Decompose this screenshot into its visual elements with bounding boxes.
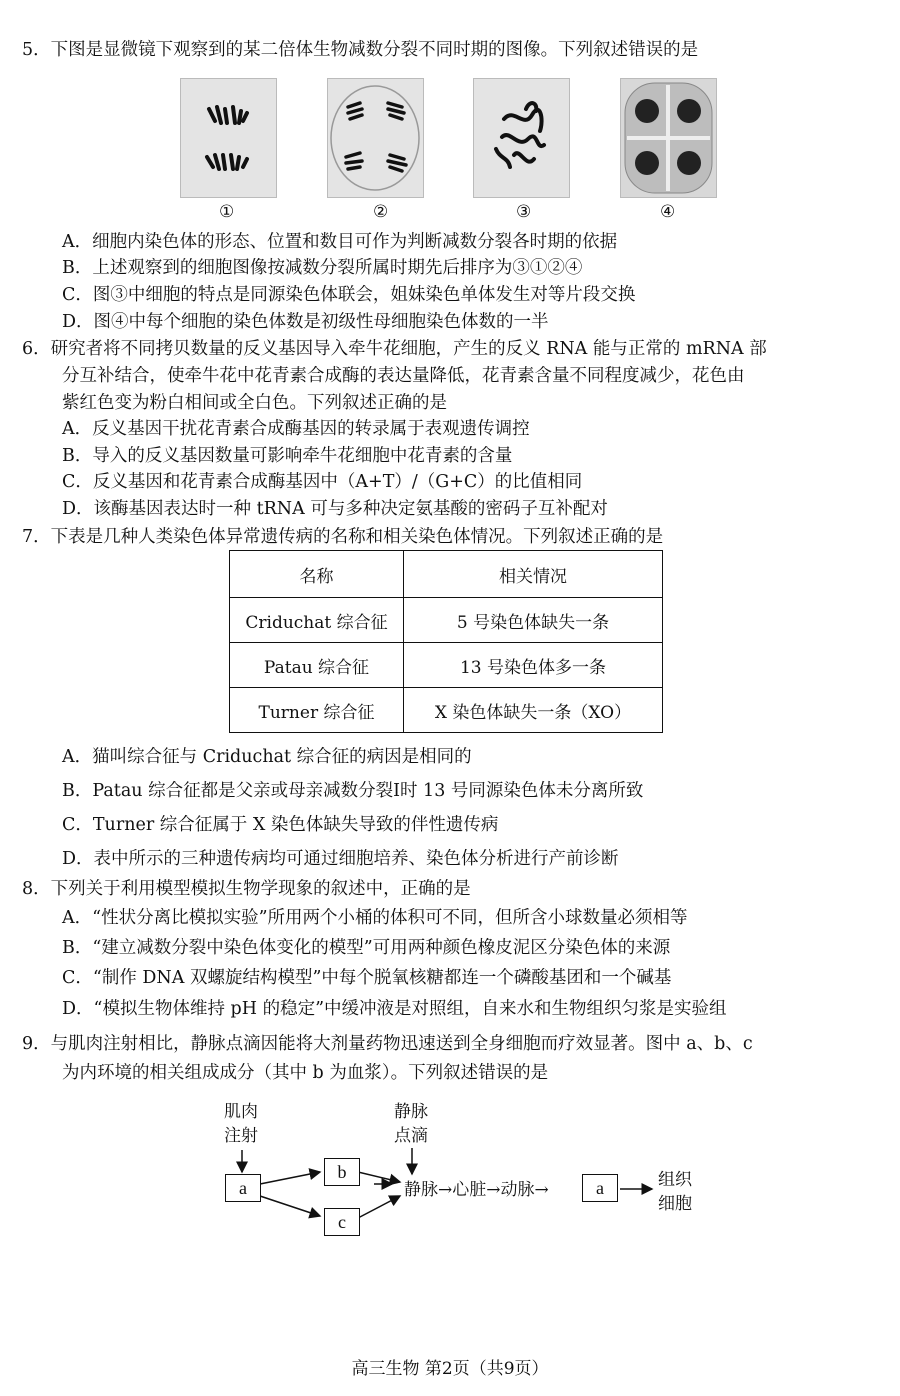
q6-stem-line-3: 紫红色变为粉白相间或全白色。下列叙述正确的是: [62, 393, 447, 413]
box-b: b: [324, 1158, 360, 1186]
micrograph-4: [620, 78, 717, 198]
drip-label-line-1: 静脉: [394, 1102, 428, 1122]
q8-option-a: A．“性状分离比模拟实验”所用两个小桶的体积可不同，但所含小球数量必须相等: [62, 908, 688, 928]
tissue-label-line-2: 细胞: [658, 1194, 692, 1214]
table-cell: X 染色体缺失一条（XO）: [404, 688, 663, 733]
table-header-condition: 相关情况: [404, 551, 663, 598]
image-label-2: ②: [373, 202, 389, 222]
table-header-name: 名称: [230, 551, 404, 598]
q8-option-c: C．“制作 DNA 双螺旋结构模型”中每个脱氧核糖都连一个磷酸基团和一个碱基: [62, 968, 672, 988]
box-a-tissue: a: [582, 1174, 618, 1202]
q8-stem: 8．下列关于利用模型模拟生物学现象的叙述中，正确的是: [22, 879, 471, 899]
q6-option-c: C．反义基因和花青素合成酶基因中（A+T）/（G+C）的比值相同: [62, 472, 583, 492]
circulation-flow-text: 静脉→心脏→动脉→: [404, 1180, 549, 1200]
table-row: [230, 643, 663, 688]
q9-diagram: [210, 1098, 900, 1248]
q6-option-d: D．该酶基因表达时一种 tRNA 可与多种决定氨基酸的密码子互补配对: [62, 499, 608, 519]
micrograph-2: [327, 78, 424, 198]
table-cell: 13 号染色体多一条: [404, 643, 663, 688]
q6-stem-line-1: 6．研究者将不同拷贝数量的反义基因导入牵牛花细胞，产生的反义 RNA 能与正常的 mRNA 部: [22, 339, 767, 359]
q7-option-a: A．猫叫综合征与 Criduchat 综合征的病因是相同的: [62, 747, 472, 767]
arrow-c-to-vein: [358, 1196, 400, 1218]
box-a: a: [225, 1174, 261, 1202]
image-label-1: ①: [219, 202, 235, 222]
syndrome-table: [229, 550, 663, 733]
q7-option-c: C．Turner 综合征属于 X 染色体缺失导致的伴性遗传病: [62, 815, 499, 835]
page-footer: 高三生物 第2页（共9页）: [351, 1359, 549, 1379]
q6-stem-line-2: 分互补结合，使牵牛花中花青素合成酶的表达量降低，花青素含量不同程度减少，花色由: [62, 366, 745, 386]
tissue-label-line-1: 组织: [658, 1170, 692, 1190]
table-cell: Turner 综合征: [230, 688, 404, 733]
q8-option-d: D．“模拟生物体维持 pH 的稳定”中缓冲液是对照组，自来水和生物组织匀浆是实验组: [62, 999, 727, 1019]
q9-stem-line-2: 为内环境的相关组成成分（其中 b 为血浆）。下列叙述错误的是: [62, 1063, 549, 1083]
q7-option-b: B．Patau 综合征都是父亲或母亲减数分裂Ⅰ时 13 号同源染色体未分离所致: [62, 781, 644, 801]
arrow-a-to-b: [260, 1172, 320, 1184]
table-row: [230, 688, 663, 733]
q5-option-b: B．上述观察到的细胞图像按减数分裂所属时期先后排序为③①②④: [62, 258, 583, 278]
arrow-a-to-c: [260, 1196, 320, 1216]
q5-option-d: D．图④中每个细胞的染色体数是初级性母细胞染色体数的一半: [62, 312, 549, 332]
table-cell: Patau 综合征: [230, 643, 404, 688]
arrow-b-to-vein: [358, 1172, 400, 1182]
q7-option-d: D．表中所示的三种遗传病均可通过细胞培养、染色体分析进行产前诊断: [62, 849, 619, 869]
table-cell: Criduchat 综合征: [230, 598, 404, 643]
q6-option-b: B．导入的反义基因数量可影响牵牛花细胞中花青素的含量: [62, 446, 513, 466]
drip-label-line-2: 点滴: [394, 1126, 428, 1146]
image-label-4: ④: [660, 202, 676, 222]
q5-micrograph-strip: [180, 78, 620, 200]
q8-option-b: B．“建立减数分裂中染色体变化的模型”可用两种颜色橡皮泥区分染色体的来源: [62, 938, 671, 958]
table-row: [230, 598, 663, 643]
q9-stem-line-1: 9．与肌肉注射相比，静脉点滴因能将大剂量药物迅速送到全身细胞而疗效显著。图中 a、b、c: [22, 1034, 753, 1054]
q5-option-a: A．细胞内染色体的形态、位置和数目可作为判断减数分裂各时期的依据: [62, 232, 618, 252]
q6-option-a: A．反义基因干扰花青素合成酶基因的转录属于表观遗传调控: [62, 419, 530, 439]
table-cell: 5 号染色体缺失一条: [404, 598, 663, 643]
q5-option-c: C．图③中细胞的特点是同源染色体联会，姐妹染色单体发生对等片段交换: [62, 285, 636, 305]
table-header-row: [230, 551, 663, 598]
q5-stem: 5．下图是显微镜下观察到的某二倍体生物减数分裂不同时期的图像。下列叙述错误的是: [22, 40, 699, 60]
injection-label-line-2: 注射: [224, 1126, 258, 1146]
box-c: c: [324, 1208, 360, 1236]
diagram-arrows: [210, 1098, 900, 1248]
image-label-3: ③: [516, 202, 532, 222]
q7-stem: 7．下表是几种人类染色体异常遗传病的名称和相关染色体情况。下列叙述正确的是: [22, 527, 664, 547]
micrograph-3: [473, 78, 570, 198]
injection-label-line-1: 肌肉: [224, 1102, 258, 1122]
micrograph-1: [180, 78, 277, 198]
